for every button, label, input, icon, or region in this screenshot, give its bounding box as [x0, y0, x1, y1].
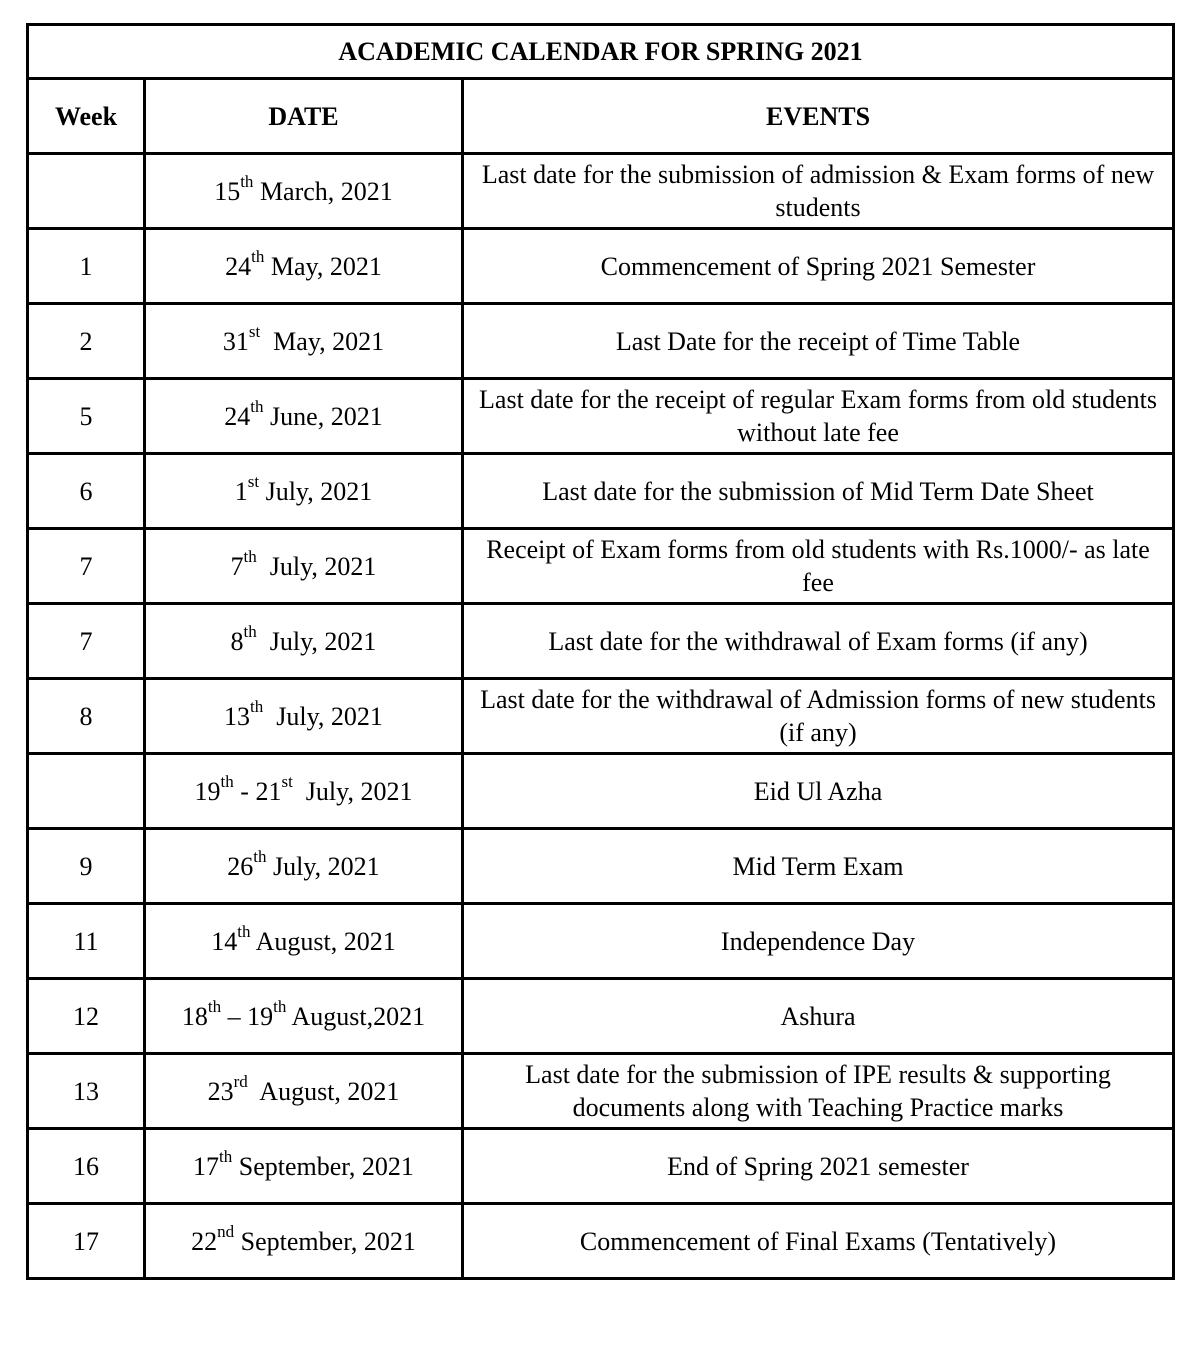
event-cell: Last date for the receipt of regular Exam forms from old students without late fee [463, 379, 1174, 454]
date-part: 17 [193, 1151, 220, 1181]
date-text [222, 321, 385, 356]
table-row [28, 754, 1174, 829]
table-row [28, 679, 1174, 754]
event-cell: Ashura [463, 979, 1174, 1054]
date-part: 24 [225, 251, 252, 281]
date-part: – 19 [221, 1001, 274, 1031]
week-cell: 13 [28, 1054, 145, 1129]
date-part: 13 [224, 701, 251, 731]
table-row [28, 379, 1174, 454]
event-cell: Last date for the submission of IPE results & supporting documents along with Teaching Practice marks [463, 1054, 1174, 1129]
header-row [28, 79, 1174, 154]
date-cell [145, 304, 463, 379]
date-part: March, 2021 [253, 176, 393, 206]
table-row [28, 979, 1174, 1054]
table-row [28, 529, 1174, 604]
table-row [28, 1054, 1174, 1129]
week-cell: 5 [28, 379, 145, 454]
date-part: September, 2021 [234, 1226, 416, 1256]
date-part: 23 [207, 1076, 234, 1106]
event-cell: End of Spring 2021 semester [463, 1129, 1174, 1204]
date-text [194, 771, 413, 806]
event-cell: Last Date for the receipt of Time Table [463, 304, 1174, 379]
date-cell [145, 454, 463, 529]
events-column-header: EVENTS [463, 79, 1174, 154]
ordinal-suffix: th [243, 621, 257, 641]
event-cell: Independence Day [463, 904, 1174, 979]
date-part: - 21 [233, 776, 282, 806]
date-part: August, 2021 [247, 1076, 400, 1106]
event-cell: Receipt of Exam forms from old students with Rs.1000/- as late fee [463, 529, 1174, 604]
week-cell: 6 [28, 454, 145, 529]
date-part: July, 2021 [256, 551, 377, 581]
week-cell: 9 [28, 829, 145, 904]
date-cell [145, 679, 463, 754]
date-part: 24 [224, 401, 251, 431]
date-text [230, 546, 377, 581]
date-cell [145, 1129, 463, 1204]
week-cell: 16 [28, 1129, 145, 1204]
week-cell: 7 [28, 604, 145, 679]
table-row [28, 154, 1174, 229]
ordinal-suffix: st [247, 471, 260, 491]
week-cell [28, 754, 145, 829]
date-text [227, 846, 380, 881]
ordinal-suffix: rd [233, 1071, 248, 1091]
date-part: June, 2021 [263, 401, 383, 431]
event-cell: Commencement of Spring 2021 Semester [463, 229, 1174, 304]
date-text [234, 471, 373, 506]
ordinal-suffix: th [253, 846, 267, 866]
date-part: 22 [191, 1226, 218, 1256]
week-cell: 7 [28, 529, 145, 604]
date-part: July, 2021 [263, 701, 383, 731]
date-part: August,2021 [286, 1001, 426, 1031]
event-cell: Last date for the submission of Mid Term Date Sheet [463, 454, 1174, 529]
date-part: May, 2021 [264, 251, 382, 281]
ordinal-suffix: st [248, 321, 261, 341]
table-row [28, 604, 1174, 679]
event-cell: Commencement of Final Exams (Tentatively) [463, 1204, 1174, 1279]
date-part: 18 [181, 1001, 208, 1031]
date-cell [145, 1054, 463, 1129]
table-row [28, 1129, 1174, 1204]
date-part: 31 [222, 326, 249, 356]
week-cell: 2 [28, 304, 145, 379]
date-cell [145, 604, 463, 679]
date-part: August, 2021 [250, 926, 396, 956]
date-part: 8 [230, 626, 244, 656]
date-text [207, 1071, 400, 1106]
ordinal-suffix: st [281, 771, 293, 791]
table-row [28, 304, 1174, 379]
table-row [28, 904, 1174, 979]
table-row [28, 454, 1174, 529]
table-row [28, 229, 1174, 304]
ordinal-suffix: th [250, 696, 264, 716]
date-part: 14 [211, 926, 238, 956]
date-part: July, 2021 [292, 776, 413, 806]
date-text [193, 1146, 414, 1181]
event-cell: Last date for the withdrawal of Exam forms (if any) [463, 604, 1174, 679]
date-cell [145, 229, 463, 304]
date-part: 1 [234, 476, 248, 506]
date-part: 19 [194, 776, 221, 806]
ordinal-suffix: th [240, 171, 254, 191]
ordinal-suffix: th [207, 996, 222, 1016]
date-cell [145, 154, 463, 229]
week-cell: 11 [28, 904, 145, 979]
ordinal-suffix: th [219, 1146, 233, 1166]
event-cell: Last date for the submission of admission & Exam forms of new students [463, 154, 1174, 229]
date-text [214, 171, 393, 206]
date-text [191, 1221, 416, 1256]
date-cell [145, 379, 463, 454]
table-row [28, 829, 1174, 904]
date-text [181, 996, 426, 1031]
date-part: 26 [227, 851, 254, 881]
date-cell [145, 1204, 463, 1279]
ordinal-suffix: th [237, 921, 251, 941]
date-part: 7 [230, 551, 244, 581]
date-text [224, 396, 383, 431]
week-cell: 17 [28, 1204, 145, 1279]
table-row [28, 1204, 1174, 1279]
week-cell [28, 154, 145, 229]
event-cell: Mid Term Exam [463, 829, 1174, 904]
ordinal-suffix: th [251, 246, 265, 266]
date-cell [145, 904, 463, 979]
ordinal-suffix: th [243, 546, 257, 566]
date-cell [145, 754, 463, 829]
week-column-header: Week [28, 79, 145, 154]
date-part: July, 2021 [256, 626, 377, 656]
event-cell: Last date for the withdrawal of Admission forms of new students (if any) [463, 679, 1174, 754]
ordinal-suffix: th [273, 996, 287, 1016]
event-cell: Eid Ul Azha [463, 754, 1174, 829]
date-text [211, 921, 396, 956]
week-cell: 1 [28, 229, 145, 304]
date-part: July, 2021 [259, 476, 373, 506]
ordinal-suffix: th [220, 771, 234, 791]
title-row [28, 25, 1174, 79]
date-text [225, 246, 382, 281]
date-part: September, 2021 [232, 1151, 414, 1181]
date-cell [145, 829, 463, 904]
date-text [230, 621, 377, 656]
calendar-title: ACADEMIC CALENDAR FOR SPRING 2021 [28, 25, 1174, 79]
date-cell [145, 529, 463, 604]
ordinal-suffix: nd [217, 1221, 235, 1241]
date-cell [145, 979, 463, 1054]
week-cell: 12 [28, 979, 145, 1054]
date-part: May, 2021 [260, 326, 385, 356]
date-part: 15 [214, 176, 241, 206]
date-column-header: DATE [145, 79, 463, 154]
academic-calendar-table [26, 23, 1175, 1280]
date-text [224, 696, 383, 731]
week-cell: 8 [28, 679, 145, 754]
date-part: July, 2021 [266, 851, 380, 881]
ordinal-suffix: th [250, 396, 264, 416]
